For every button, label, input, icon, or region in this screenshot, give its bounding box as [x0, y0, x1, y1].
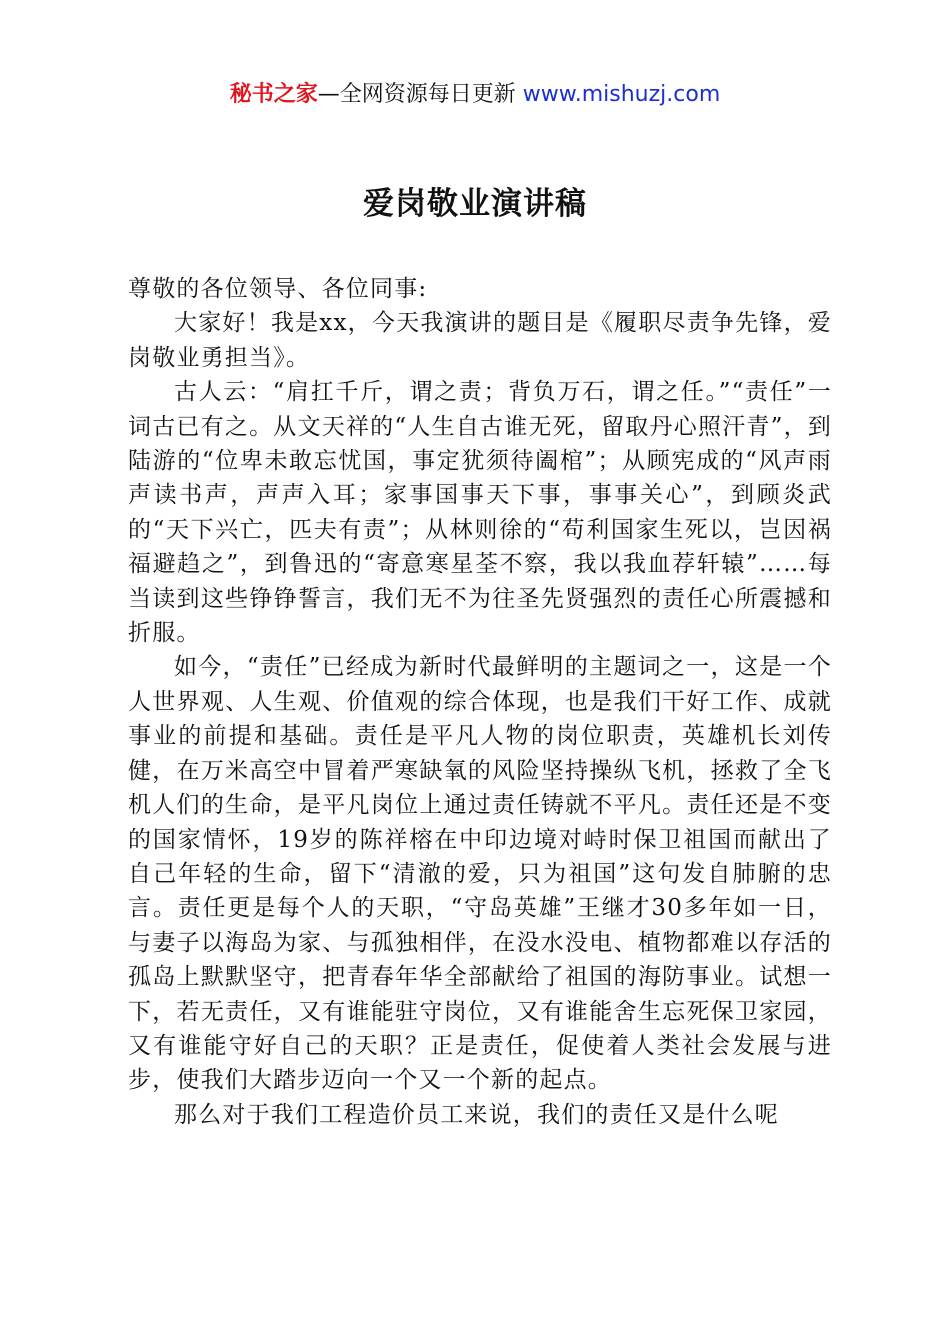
site-brand: 秘书之家 [229, 82, 318, 107]
document-title: 爱岗敬业演讲稿 [363, 186, 587, 222]
site-url-link[interactable]: www.mishuzj.com [522, 82, 721, 107]
paragraph: 那么对于我们工程造价员工来说，我们的责任又是什么呢 [174, 1101, 779, 1128]
salutation: 尊敬的各位领导、各位同事: [128, 276, 428, 302]
document-body [128, 272, 832, 1132]
paragraph: 如今，“责任”已经成为新时代最鲜明的主题词之一，这是一个人世界观、人生观、价值观的综合体现，也是我们干好工作、成就事业的前提和基础。责任是平凡人物的岗位职责，英雄机长刘传健，在万米高空中冒着严寒缺氧的风险坚持操纵飞机，拯救了全飞机人们的生命，是平凡岗位上通过责任铸就不平凡。责任还是不变的国家情怀，19岁的陈祥榕在中印边境对峙时保卫祖国而献出了自己年轻的生命，留下“清澈的爱，只为祖国”这句发自肺腑的忠言。责任更是每个人的天职，“守岛英雄”王继才30多年如一日，与妻子以海岛为家、与孤独相伴，在没水没电、植物都难以存活的孤岛上默默坚守，把青春年华全部献给了祖国的海防事业。试想一下，若无责任，又有谁能驻守岗位，又有谁能舍生忘死保卫家园，又有谁能守好自己的天职？正是责任，促使着人类社会发展与进步，使我们大踏步迈向一个又一个新的起点。 [128, 654, 832, 1094]
site-tagline: —全网资源每日更新 [317, 82, 523, 107]
paragraph: 大家好！我是xx，今天我演讲的题目是《履职尽责争先锋，爱岗敬业勇担当》。 [128, 310, 832, 371]
site-header [0, 80, 950, 110]
paragraph: 古人云：“肩扛千斤，谓之责；背负万石，谓之任。”“责任”一词古已有之。从文天祥的“人生自古谁无死，留取丹心照汗青”，到陆游的“位卑未敢忘忧国，事定犹须待阖棺”；从顾宪成的“风声雨声读书声，声声入耳；家事国事天下事，事事关心”，到顾炎武的“天下兴亡，匹夫有责”；从林则徐的“苟利国家生死以，岂因祸福避趋之”，到鲁迅的“寄意寒星荃不察，我以我血荐轩辕”……每当读到这些铮铮誓言，我们无不为往圣先贤强烈的责任心所震撼和折服。 [128, 379, 832, 647]
